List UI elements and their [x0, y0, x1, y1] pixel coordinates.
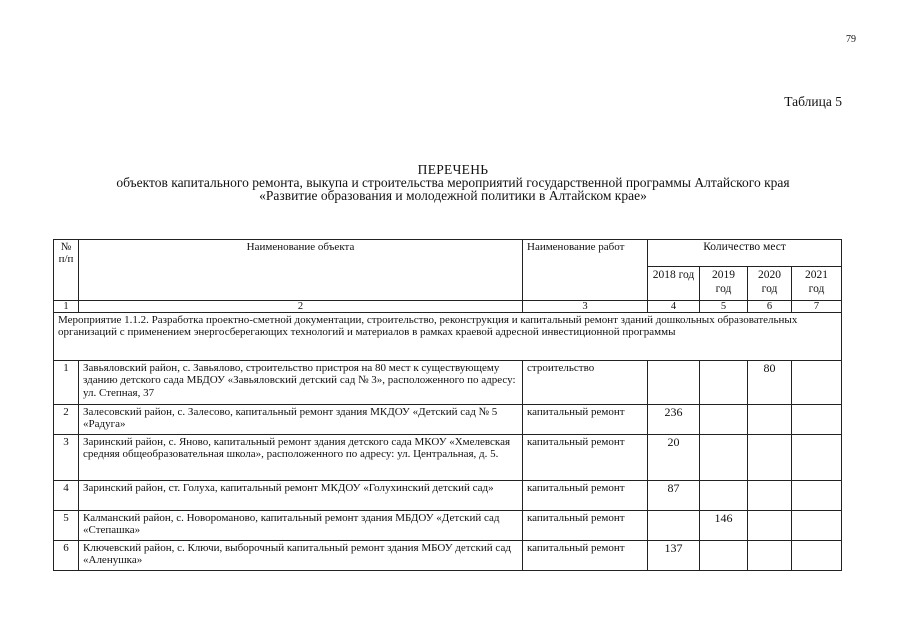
- row-number: 3: [54, 435, 79, 481]
- title-line-1: объектов капитального ремонта, выкупа и строительства мероприятий государственной программы Алтайского края: [116, 175, 790, 190]
- row-object: Заринский район, с. Яново, капитальный ремонт здания детского сада МКОУ «Хмелевская средняя общеобразовательная школа», расположенного по адресу: ул. Центральная, д. 5.: [79, 435, 523, 481]
- row-work: капитальный ремонт: [523, 541, 648, 571]
- document-title: [40, 163, 866, 202]
- header-year-2018: 2018 год: [648, 267, 700, 301]
- page-number: 79: [846, 34, 856, 45]
- header-year-2019: 2019 год: [700, 267, 748, 301]
- table-row: [54, 481, 842, 511]
- row-number: 4: [54, 481, 79, 511]
- row-2019: [700, 361, 748, 405]
- row-2018: 20: [648, 435, 700, 481]
- table-row: [54, 361, 842, 405]
- column-number: 1: [54, 301, 79, 313]
- row-object: Залесовский район, с. Залесово, капитальный ремонт здания МКДОУ «Детский сад № 5 «Радуга»: [79, 405, 523, 435]
- column-number: 4: [648, 301, 700, 313]
- row-2020: [748, 435, 792, 481]
- row-2020: [748, 511, 792, 541]
- row-object: Ключевский район, с. Ключи, выборочный капитальный ремонт здания МБОУ детский сад «Аленушка»: [79, 541, 523, 571]
- row-2021: [792, 435, 842, 481]
- row-2018: 137: [648, 541, 700, 571]
- table-row: [54, 511, 842, 541]
- row-object: Завьяловский район, с. Завьялово, строительство пристроя на 80 мест к существующему зданию детского сада МБДОУ «Завьяловский детский сад № 3», расположенного по адресу: ул. Степная, 37: [79, 361, 523, 405]
- row-2021: [792, 361, 842, 405]
- row-2019: [700, 481, 748, 511]
- column-number: 6: [748, 301, 792, 313]
- table-row: [54, 405, 842, 435]
- row-work: капитальный ремонт: [523, 481, 648, 511]
- row-number: 5: [54, 511, 79, 541]
- header-work-name: Наименование работ: [523, 240, 648, 301]
- row-2020: [748, 405, 792, 435]
- header-places: Количество мест: [648, 240, 842, 267]
- header-year-2021: 2021 год: [792, 267, 842, 301]
- table-row: [54, 435, 842, 481]
- row-object: Заринский район, ст. Голуха, капитальный ремонт МКДОУ «Голухинский детский сад»: [79, 481, 523, 511]
- row-work: капитальный ремонт: [523, 511, 648, 541]
- row-2019: [700, 541, 748, 571]
- row-work: капитальный ремонт: [523, 435, 648, 481]
- section-row: [54, 313, 842, 361]
- row-object: Калманский район, с. Новороманово, капитальный ремонт здания МБДОУ «Детский сад «Степашка»: [79, 511, 523, 541]
- column-numbers-row: [54, 301, 842, 313]
- row-2021: [792, 511, 842, 541]
- row-work: строительство: [523, 361, 648, 405]
- header-no: № п/п: [54, 240, 79, 301]
- row-2019: 146: [700, 511, 748, 541]
- row-work: капитальный ремонт: [523, 405, 648, 435]
- column-number: 3: [523, 301, 648, 313]
- row-2021: [792, 541, 842, 571]
- header-year-2020: 2020 год: [748, 267, 792, 301]
- row-2018: 87: [648, 481, 700, 511]
- row-2019: [700, 435, 748, 481]
- header-object-name: Наименование объекта: [79, 240, 523, 301]
- objects-table: [53, 239, 842, 571]
- row-number: 6: [54, 541, 79, 571]
- title-line-2: «Развитие образования и молодежной политики в Алтайском крае»: [259, 188, 647, 203]
- table-label: Таблица 5: [784, 94, 842, 109]
- title-main: ПЕРЕЧЕНЬ: [417, 162, 489, 177]
- row-2020: [748, 481, 792, 511]
- row-2021: [792, 405, 842, 435]
- column-number: 2: [79, 301, 523, 313]
- row-2020: [748, 541, 792, 571]
- row-2018: 236: [648, 405, 700, 435]
- column-number: 5: [700, 301, 748, 313]
- row-2018: [648, 361, 700, 405]
- row-number: 2: [54, 405, 79, 435]
- row-2020: 80: [748, 361, 792, 405]
- row-2019: [700, 405, 748, 435]
- header-row: [54, 240, 842, 267]
- row-number: 1: [54, 361, 79, 405]
- row-2018: [648, 511, 700, 541]
- row-2021: [792, 481, 842, 511]
- table-row: [54, 541, 842, 571]
- section-title: Мероприятие 1.1.2. Разработка проектно-сметной документации, строительство, реконструкция и капитальный ремонт зданий дошкольных образовательных организаций с применением энергосберегающих технологий и материалов в рамках краевой адресной инвестиционной программы: [54, 313, 842, 361]
- column-number: 7: [792, 301, 842, 313]
